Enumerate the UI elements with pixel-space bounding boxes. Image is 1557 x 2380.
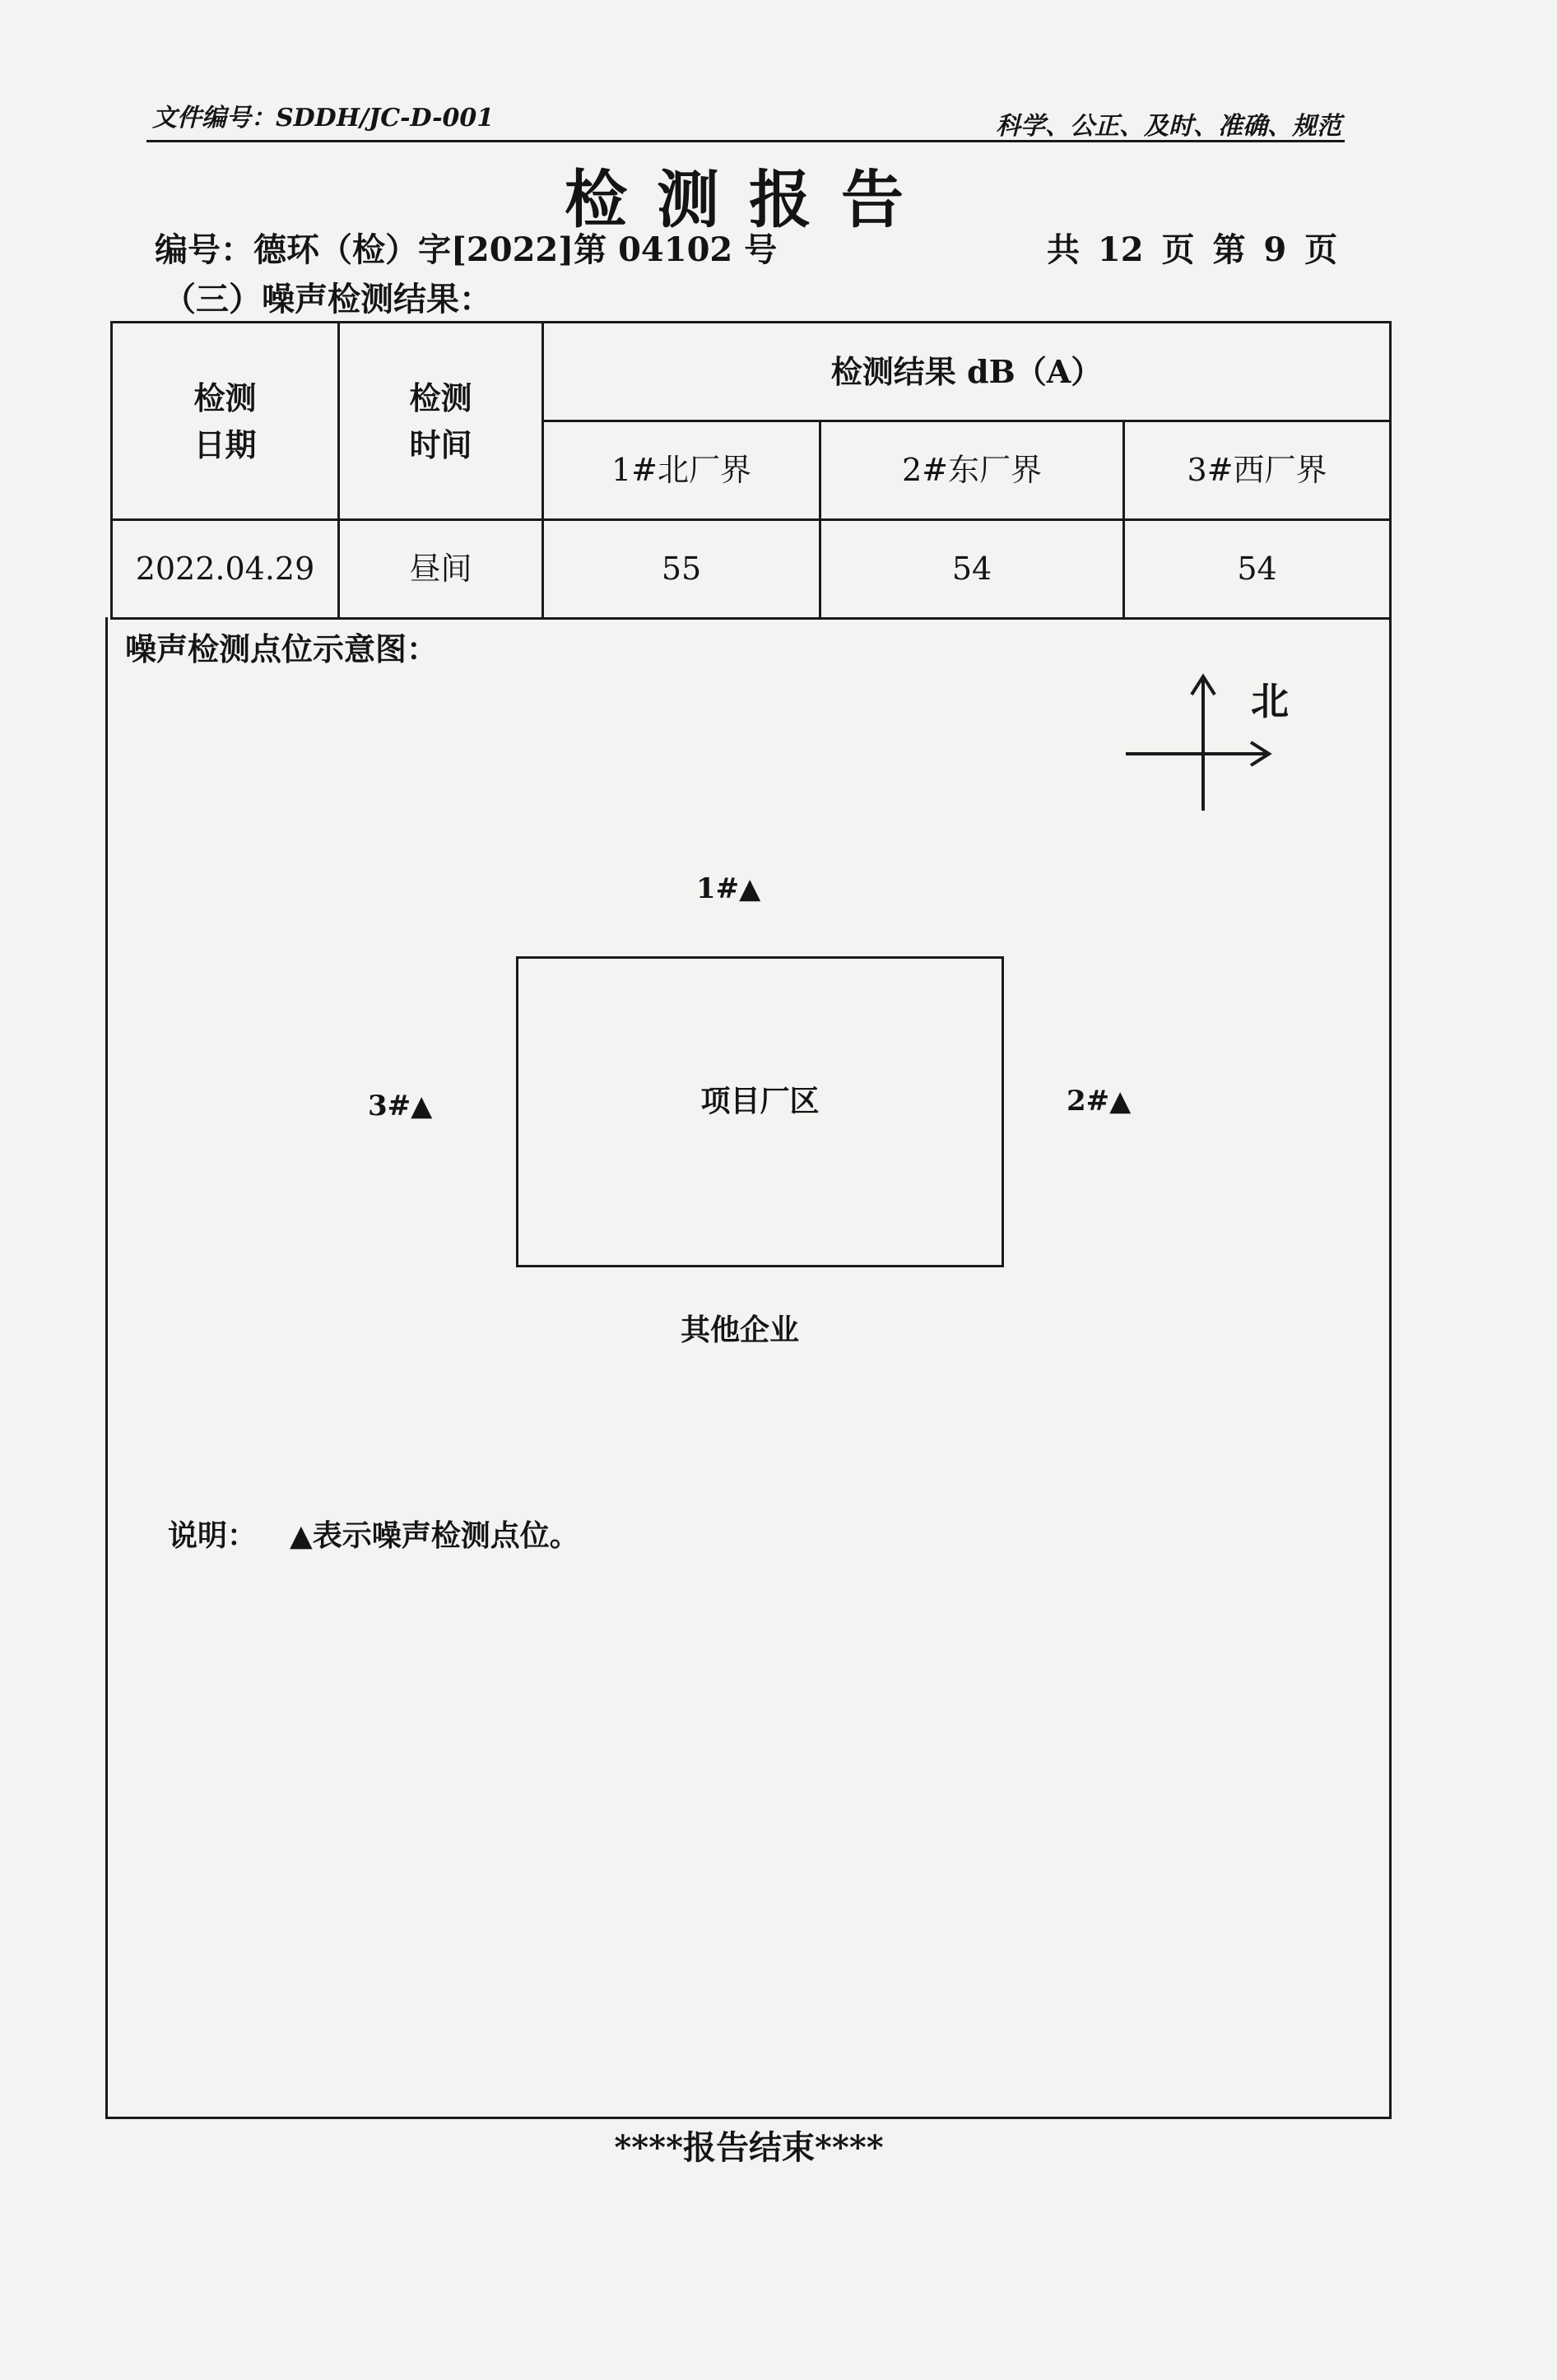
cell-time: 昼间: [339, 520, 543, 619]
point-marker-1: 1#▲: [696, 872, 761, 905]
note-text: ▲表示噪声检测点位。: [290, 1518, 579, 1553]
cell-date: 2022.04.29: [112, 520, 339, 619]
motto: 科学、公正、及时、准确、规范: [996, 112, 1341, 141]
header-point-2: 2#东厂界: [820, 421, 1124, 520]
file-number: 文件编号：SDDH/JC-D-001: [152, 104, 495, 132]
page-info: 共 12 页 第 9 页: [1047, 230, 1338, 269]
report-number: 编号：德环（检）字[2022]第 04102 号: [155, 230, 778, 269]
legend-note: [168, 1513, 579, 1555]
diagram-label: 噪声检测点位示意图：: [125, 630, 439, 667]
north-label: 北: [1251, 679, 1289, 723]
header-rule: [146, 140, 1345, 142]
report-title: 检测报告: [565, 163, 933, 236]
end-mark: ****报告结束****: [614, 2128, 884, 2167]
header-date: 检测 日期: [112, 323, 339, 520]
header-results: 检测结果 dB（A）: [543, 323, 1391, 421]
header-point-1: 1#北厂界: [543, 421, 820, 520]
cell-value-1: 55: [543, 520, 820, 619]
noise-results-table: [110, 321, 1392, 620]
note-label: 说明：: [168, 1518, 258, 1553]
cell-value-2: 54: [820, 520, 1124, 619]
plant-label: 项目厂区: [700, 1084, 820, 1118]
point-marker-3: 3#▲: [368, 1090, 433, 1123]
point-marker-2: 2#▲: [1067, 1085, 1132, 1118]
header-point-3: 3#西厂界: [1124, 421, 1391, 520]
south-label: 其他企业: [681, 1313, 800, 1347]
diagram-frame: [105, 617, 1392, 2119]
table-row: [112, 520, 1391, 619]
section-title: （三）噪声检测结果：: [163, 280, 492, 318]
cell-value-3: 54: [1124, 520, 1391, 619]
header-time: 检测 时间: [339, 323, 543, 520]
